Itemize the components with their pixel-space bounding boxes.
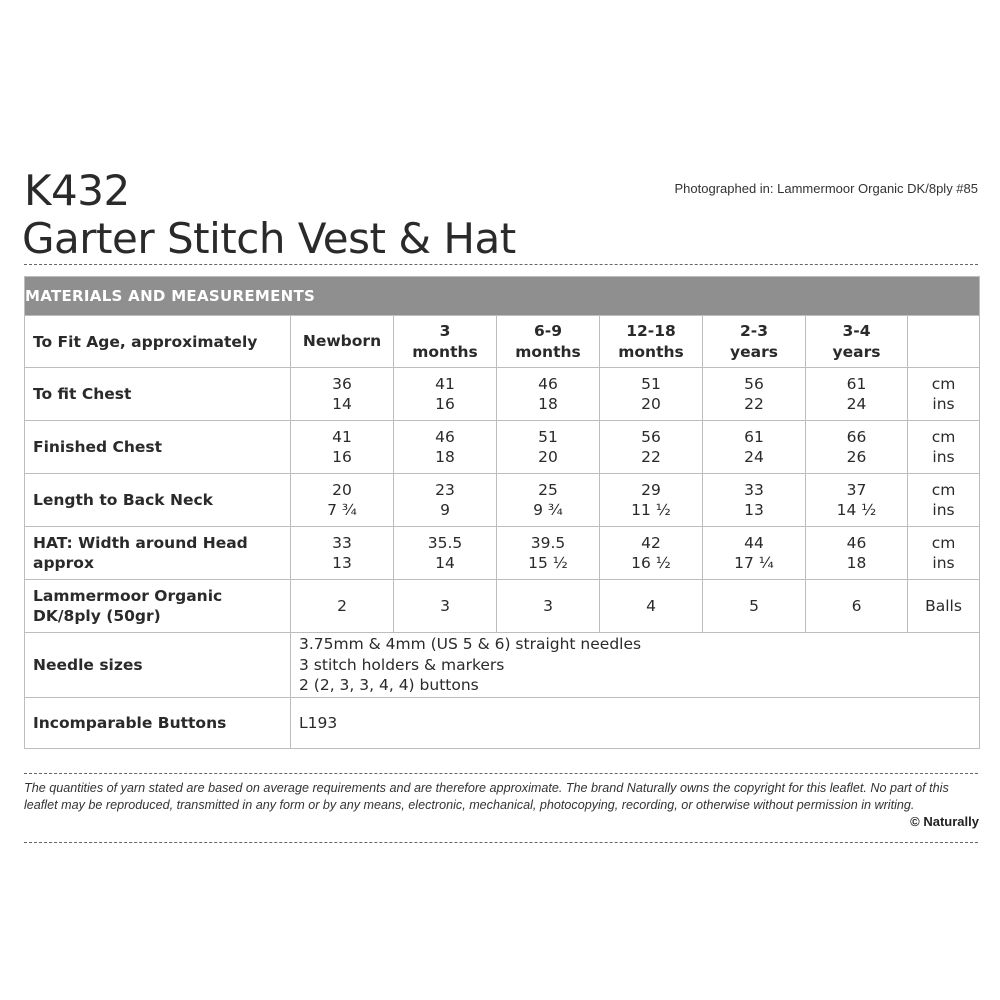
- value-line: 41: [435, 374, 455, 393]
- unit-line: ins: [932, 448, 955, 466]
- size-header: [806, 316, 908, 368]
- value-cell: [600, 421, 703, 474]
- value-cell: [497, 421, 600, 474]
- value-cell: [291, 421, 394, 474]
- value-cell: [703, 527, 806, 580]
- value-line: 29: [641, 480, 661, 499]
- needle-line: 2 (2, 3, 3, 4, 4) buttons: [299, 676, 479, 695]
- size-header-line: 12-18: [626, 321, 676, 340]
- unit-line: cm: [931, 374, 956, 393]
- unit-cell: [908, 527, 980, 580]
- size-header: [703, 316, 806, 368]
- value-cell: [806, 421, 908, 474]
- row-label: To Fit Age, approximately: [25, 316, 291, 368]
- value-line: 3: [543, 596, 553, 615]
- unit-cell: [908, 421, 980, 474]
- value-line: 6: [851, 596, 862, 615]
- row-label-line: Finished Chest: [33, 438, 163, 456]
- value-line: 3: [440, 596, 450, 615]
- value-cell: [600, 474, 703, 527]
- value-line: 17 ¼: [734, 554, 774, 572]
- value-cell: [394, 580, 497, 633]
- value-line: 20: [641, 395, 661, 413]
- row-label: [25, 474, 291, 527]
- value-cell: [394, 421, 497, 474]
- value-line: 56: [641, 427, 661, 446]
- section-header: MATERIALS AND MEASUREMENTS: [25, 277, 980, 316]
- value-line: 24: [846, 395, 867, 413]
- value-line: 44: [744, 533, 764, 552]
- value-line: 39.5: [530, 533, 566, 552]
- needle-details: [291, 633, 980, 698]
- value-cell: [703, 580, 806, 633]
- unit-line: cm: [931, 427, 956, 446]
- dashed-divider-top: [24, 264, 978, 265]
- value-line: 2: [337, 596, 347, 615]
- row-label: [25, 580, 291, 633]
- size-header-line: 3: [439, 321, 451, 340]
- value-line: 4: [646, 596, 656, 615]
- value-line: 37: [846, 480, 867, 499]
- value-line: 18: [435, 448, 455, 466]
- value-cell: [806, 474, 908, 527]
- value-cell: [703, 421, 806, 474]
- value-line: 5: [749, 596, 759, 615]
- value-line: 51: [641, 374, 661, 393]
- value-line: 41: [332, 427, 352, 446]
- value-cell: [291, 527, 394, 580]
- row-label: [25, 527, 291, 580]
- row-label-line: HAT: Width around Head: [33, 534, 248, 552]
- value-cell: [497, 580, 600, 633]
- disclaimer-text: The quantities of yarn stated are based on average requirements and are therefore approximate. The brand Naturally owns the copyright for this leaflet. No part of this leaflet may be reproduced, transmitted in any form or by any means, electronic, mechanical, photocopying, recording, or otherwise without permission in writing.: [24, 781, 949, 812]
- size-header-line: 3-4: [842, 321, 871, 340]
- value-cell: [703, 368, 806, 421]
- button-code: L193: [291, 698, 980, 749]
- value-line: 61: [846, 374, 867, 393]
- size-header-line: years: [730, 342, 778, 361]
- photographed-in-note: Photographed in: Lammermoor Organic DK/8ply #85: [674, 181, 978, 196]
- table-row-age: [25, 316, 980, 368]
- unit-line: Balls: [925, 596, 962, 615]
- value-line: 46: [846, 533, 867, 552]
- value-line: 56: [744, 374, 764, 393]
- size-header: [497, 316, 600, 368]
- value-cell: [806, 368, 908, 421]
- value-line: 14: [435, 554, 455, 572]
- size-header-line: Newborn: [302, 332, 382, 350]
- row-label: [25, 421, 291, 474]
- value-line: 61: [744, 427, 764, 446]
- value-line: 13: [332, 554, 352, 572]
- unit-line: ins: [932, 501, 955, 519]
- dashed-divider-middle: [24, 773, 978, 774]
- value-line: 46: [538, 374, 558, 393]
- table-row-buttons: [25, 698, 980, 749]
- value-line: 42: [641, 533, 661, 552]
- value-cell: [394, 368, 497, 421]
- value-line: 33: [332, 533, 352, 552]
- copyright-mark: © Naturally: [910, 814, 979, 829]
- value-cell: [497, 368, 600, 421]
- value-line: 22: [744, 395, 764, 413]
- table-row: [25, 527, 980, 580]
- row-label-line: To fit Chest: [33, 385, 132, 403]
- value-line: 16: [332, 448, 352, 466]
- row-label: [25, 368, 291, 421]
- unit-line: cm: [931, 533, 956, 552]
- unit-cell: [908, 368, 980, 421]
- value-line: 66: [846, 427, 867, 446]
- value-line: 14 ½: [836, 501, 877, 519]
- pattern-code: K432: [24, 166, 130, 215]
- value-line: 13: [744, 501, 764, 519]
- value-cell: [600, 368, 703, 421]
- row-label: Needle sizes: [25, 633, 291, 698]
- unit-header: [908, 316, 980, 368]
- value-line: 7 ¾: [327, 501, 357, 519]
- unit-cell: [908, 580, 980, 633]
- value-cell: [806, 527, 908, 580]
- value-line: 9: [440, 501, 450, 519]
- row-label-line: Lammermoor Organic: [33, 587, 223, 605]
- size-header-line: months: [515, 342, 581, 361]
- row-label: Incomparable Buttons: [25, 698, 291, 749]
- unit-cell: [908, 474, 980, 527]
- value-line: 23: [435, 480, 455, 499]
- needle-line: 3 stitch holders & markers: [299, 655, 505, 674]
- value-line: 20: [332, 480, 352, 499]
- value-line: 9 ¾: [533, 501, 563, 519]
- value-line: 24: [744, 448, 764, 466]
- value-cell: [600, 527, 703, 580]
- value-line: 22: [641, 448, 661, 466]
- table-row: [25, 368, 980, 421]
- row-label-line: Length to Back Neck: [33, 491, 213, 509]
- value-line: 16: [435, 395, 455, 413]
- value-cell: [497, 474, 600, 527]
- dashed-divider-bottom: [24, 842, 978, 843]
- table-row-needles: [25, 633, 980, 698]
- value-cell: [291, 368, 394, 421]
- value-cell: [291, 580, 394, 633]
- value-cell: [600, 580, 703, 633]
- value-line: 26: [846, 448, 867, 466]
- size-header-line: 6-9: [533, 321, 562, 340]
- value-line: 33: [744, 480, 764, 499]
- value-line: 16 ½: [631, 554, 671, 572]
- value-line: 18: [538, 395, 558, 413]
- table-row: [25, 421, 980, 474]
- size-header-line: years: [832, 342, 881, 361]
- size-header-line: months: [618, 342, 684, 361]
- value-line: 18: [846, 554, 867, 572]
- row-label-line: approx: [33, 554, 94, 572]
- table-row: [25, 474, 980, 527]
- table-row: [25, 580, 980, 633]
- value-cell: [806, 580, 908, 633]
- value-cell: [394, 527, 497, 580]
- size-header: [291, 316, 394, 368]
- value-cell: [497, 527, 600, 580]
- value-cell: [291, 474, 394, 527]
- value-line: 25: [538, 480, 558, 499]
- value-line: 51: [538, 427, 558, 446]
- pattern-title: Garter Stitch Vest & Hat: [22, 214, 516, 263]
- size-header: [394, 316, 497, 368]
- size-header-line: 2-3: [739, 321, 768, 340]
- size-header-line: months: [412, 342, 478, 361]
- value-cell: [703, 474, 806, 527]
- unit-line: ins: [932, 554, 955, 572]
- unit-line: ins: [932, 395, 955, 413]
- value-line: 46: [435, 427, 455, 446]
- size-header: [600, 316, 703, 368]
- unit-line: cm: [931, 480, 956, 499]
- value-line: 11 ½: [631, 501, 671, 519]
- value-cell: [394, 474, 497, 527]
- value-line: 20: [538, 448, 558, 466]
- materials-table: [24, 276, 980, 749]
- value-line: 35.5: [427, 533, 463, 552]
- value-line: 14: [332, 395, 352, 413]
- value-line: 36: [332, 374, 352, 393]
- needle-line: 3.75mm & 4mm (US 5 & 6) straight needles: [299, 635, 642, 654]
- value-line: 15 ½: [528, 554, 568, 572]
- row-label-line: DK/8ply (50gr): [33, 607, 161, 625]
